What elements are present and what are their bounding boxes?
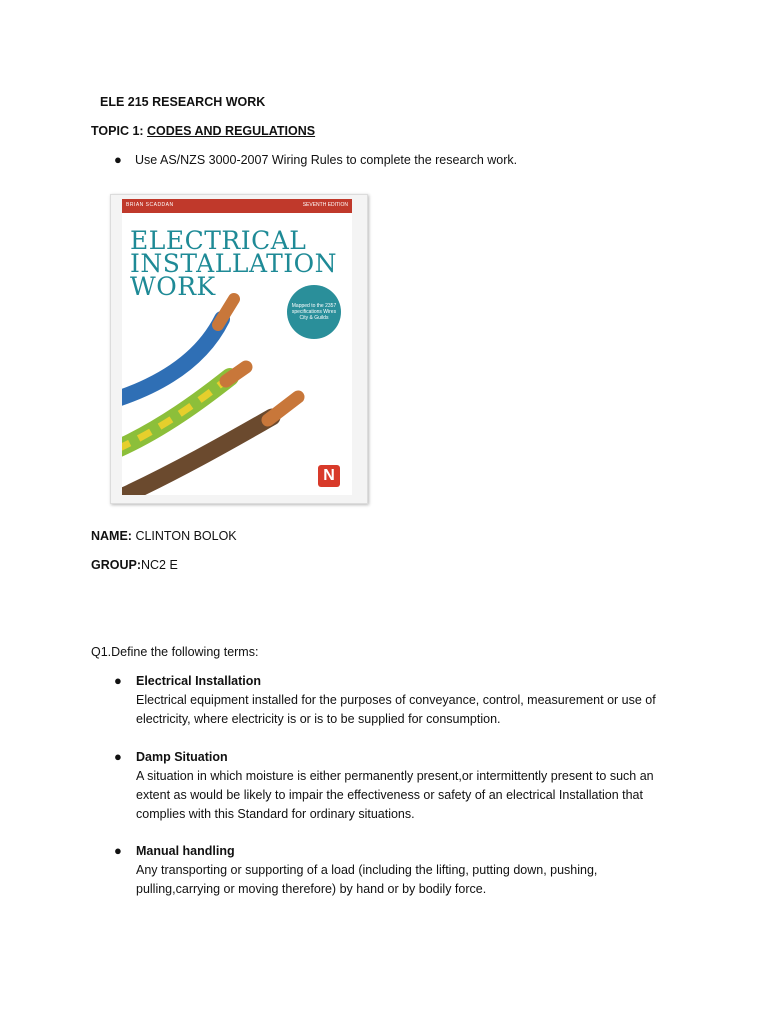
topic-prefix: TOPIC 1: [91,124,148,138]
term-definition-line: electricity, where electricity is or is to be supplied for consumption. [136,712,501,726]
group-label: GROUP: [91,558,141,572]
cover-title-line-2: INSTALLATION [130,249,338,278]
term-definition-line: extent as would be likely to impair the effectiveness or safety of an electrical Installation that [136,788,643,802]
term-definition-line: Electrical equipment installed for the purposes of conveyance, control, measurement or use of [136,693,656,707]
name-value: CLINTON BOLOK [135,529,237,543]
cover-author: BRIAN SCADDAN [126,202,174,208]
cover-badge: Mapped to the 2357 specifications Wires City & Guilds [287,285,341,339]
topic-name: CODES AND REGULATIONS [147,124,316,138]
bullet-icon: ● [114,843,122,858]
term-definition-line: Any transporting or supporting of a load (including the lifting, putting down, pushing, [136,863,598,877]
book-cover-image [110,194,368,504]
bullet-icon: ● [114,673,122,688]
group-value: NC2 E [141,558,178,572]
name-line [91,529,237,543]
document-title: ELE 215 RESEARCH WORK [100,95,266,109]
book-cover [122,199,352,495]
topic-line [91,124,315,138]
cover-edition: SEVENTH EDITION [302,202,348,208]
question-heading: Q1.Define the following terms: [91,645,259,659]
publisher-logo: N [318,465,340,487]
instruction-text: Use AS/NZS 3000-2007 Wiring Rules to complete the research work. [135,153,518,167]
cover-title-line-3: WORK [130,272,216,301]
name-label: NAME: [91,529,136,543]
term-definition-line: complies with this Standard for ordinary situations. [136,807,415,821]
term-definition-line: A situation in which moisture is either permanently present,or intermittently present to such an [136,769,654,783]
brown-wire-copper [268,397,298,420]
term-title: Electrical Installation [136,674,262,688]
cover-title-line-1: ELECTRICAL [130,226,307,255]
group-line [91,558,178,572]
bullet-icon: ● [114,152,122,167]
term-title: Manual handling [136,844,235,858]
blue-wire-copper [218,299,234,325]
term-title: Damp Situation [136,750,228,764]
bullet-icon: ● [114,749,122,764]
cables-illustration [122,199,352,495]
term-definition-line: pulling,carrying or moving therefore) by hand or by bodily force. [136,882,487,896]
